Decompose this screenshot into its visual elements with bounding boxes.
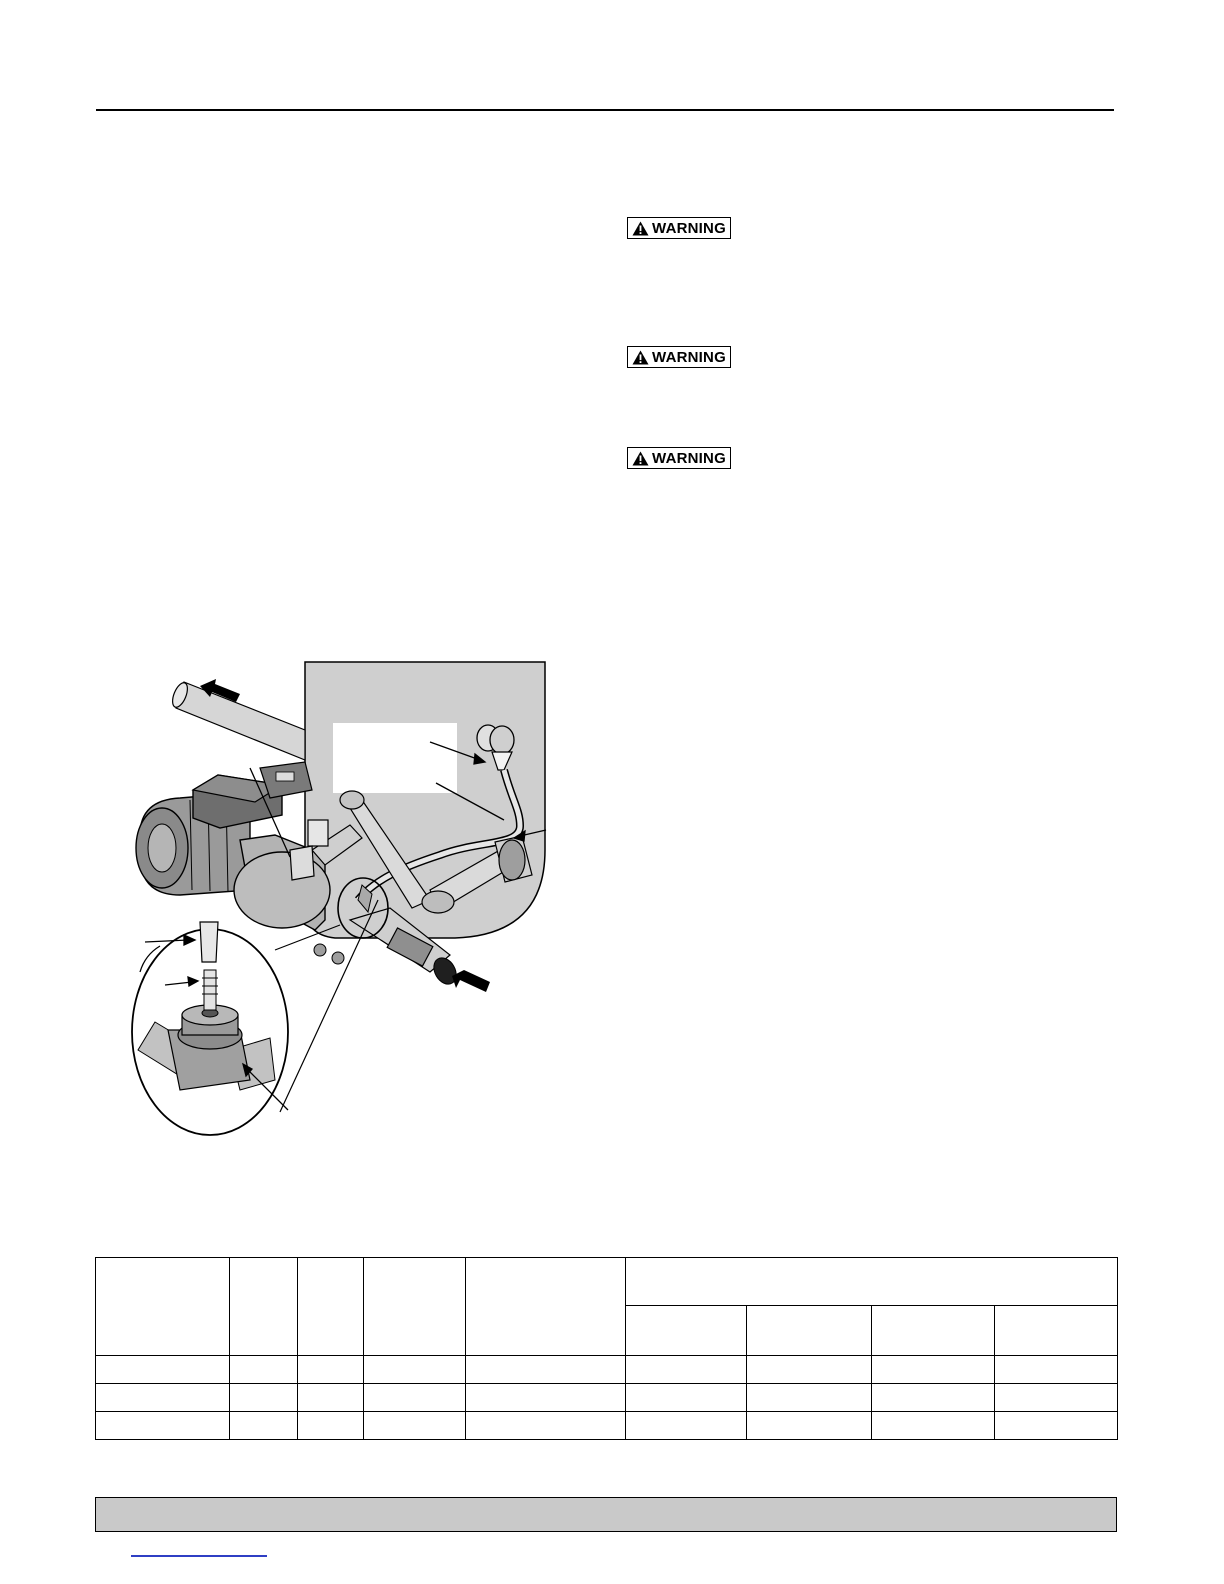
warning-badge [627, 447, 731, 469]
pump-installation-diagram [100, 650, 560, 1150]
table-cell [298, 1356, 364, 1384]
table-cell [364, 1384, 466, 1412]
table-header-row [96, 1258, 1118, 1306]
warning-badge [627, 217, 731, 239]
warning-label: WARNING [652, 348, 726, 366]
header-cell [298, 1258, 364, 1356]
table-row [96, 1384, 1118, 1412]
tubing-end [200, 922, 218, 962]
header-group-cell [626, 1258, 1118, 1306]
table-row [96, 1356, 1118, 1384]
tank-label-area [333, 723, 457, 793]
header-cell [995, 1306, 1118, 1356]
warning-triangle-icon [632, 451, 649, 466]
table-cell [466, 1384, 626, 1412]
warning-label: WARNING [652, 219, 726, 237]
table-cell [230, 1384, 298, 1412]
table-cell [747, 1384, 872, 1412]
footer-bar [95, 1497, 1117, 1532]
header-cell [96, 1258, 230, 1356]
specification-table [95, 1257, 1118, 1440]
table-cell [466, 1356, 626, 1384]
warning-triangle-icon [632, 221, 649, 236]
header-cell [466, 1258, 626, 1356]
table-cell [298, 1384, 364, 1412]
table-cell [298, 1412, 364, 1440]
table-cell [995, 1412, 1118, 1440]
table-cell [747, 1356, 872, 1384]
flow-in-arrow-icon [452, 970, 490, 992]
table-cell [364, 1412, 466, 1440]
table-cell [626, 1384, 747, 1412]
table-cell [995, 1356, 1118, 1384]
table-cell [364, 1356, 466, 1384]
header-cell [626, 1306, 747, 1356]
header-cell [364, 1258, 466, 1356]
priming-plug [290, 846, 314, 880]
discharge-pipe [170, 679, 305, 760]
table-cell [96, 1412, 230, 1440]
table-cell [230, 1356, 298, 1384]
table-cell [872, 1412, 995, 1440]
table-cell [995, 1384, 1118, 1412]
table-cell [626, 1356, 747, 1384]
header-cell [230, 1258, 298, 1356]
table-cell [872, 1384, 995, 1412]
table-cell [626, 1412, 747, 1440]
header-cell [872, 1306, 995, 1356]
warning-triangle-icon [632, 350, 649, 365]
header-cell [747, 1306, 872, 1356]
table-cell [466, 1412, 626, 1440]
warning-label: WARNING [652, 449, 726, 467]
table-row [96, 1412, 1118, 1440]
warning-badge [627, 346, 731, 368]
footer-link[interactable] [131, 1555, 267, 1557]
table-cell [872, 1356, 995, 1384]
header-rule [96, 109, 1114, 111]
table-cell [96, 1356, 230, 1384]
table-cell [96, 1384, 230, 1412]
table-cell [230, 1412, 298, 1440]
table-cell [747, 1412, 872, 1440]
